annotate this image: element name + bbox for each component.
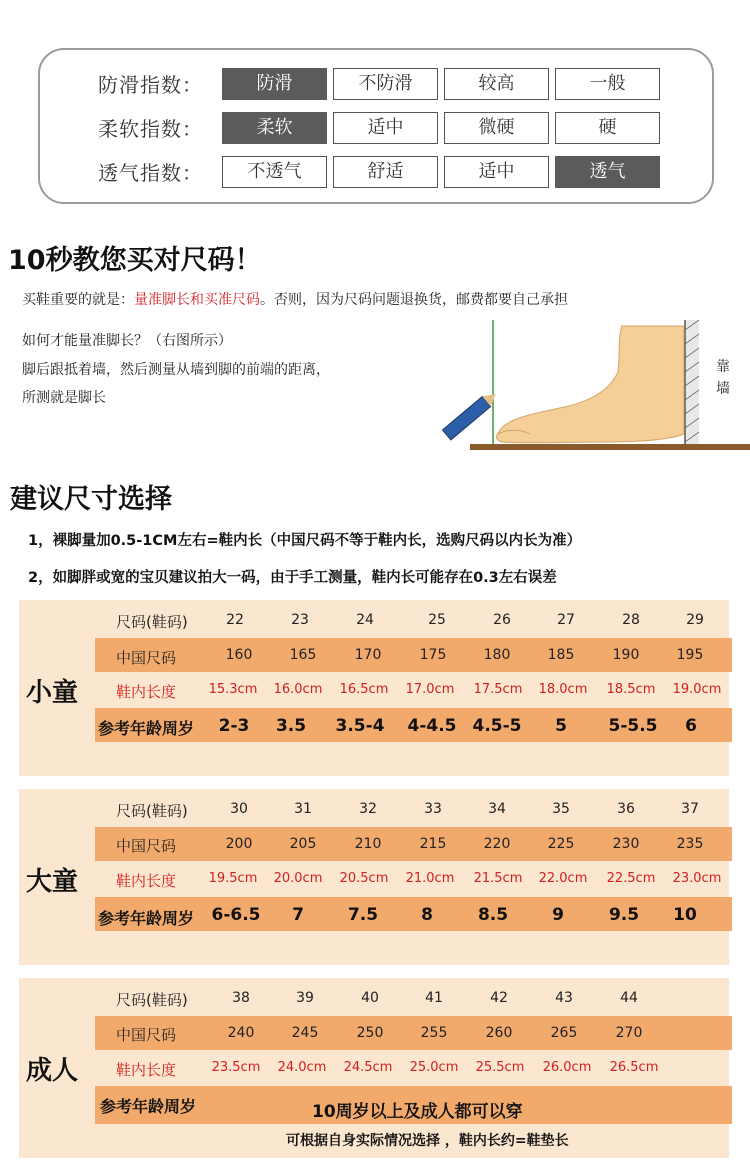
inner-length-cell: 24.5cm xyxy=(343,1060,393,1075)
inner-length-cell: 16.0cm xyxy=(273,682,323,697)
wall-label: 靠 墙 xyxy=(716,359,730,397)
shoe-size-cell: 30 xyxy=(230,801,248,817)
cn-size-cell: 210 xyxy=(354,836,382,852)
shoe-size-cell: 26 xyxy=(493,612,511,628)
shoe-size-cell: 32 xyxy=(359,801,377,817)
inner-length-cell: 20.5cm xyxy=(339,871,389,886)
index-option[interactable]: 微硬 xyxy=(444,112,549,144)
inner-length-cell: 26.5cm xyxy=(609,1060,659,1075)
age-cell: 6-6.5 xyxy=(211,905,261,925)
pen xyxy=(443,389,500,440)
index-option[interactable]: 舒适 xyxy=(333,156,438,188)
intro-suffix: 。否则，因为尺码问题退换货，邮费都要自己承担 xyxy=(260,292,568,308)
index-option[interactable]: 柔软 xyxy=(222,112,327,144)
cn-size-cell: 220 xyxy=(483,836,511,852)
cn-size-cell: 165 xyxy=(289,647,317,663)
age-cell: 8.5 xyxy=(477,905,509,925)
shoe-size-cell: 31 xyxy=(294,801,312,817)
inner-length-cell: 23.0cm xyxy=(672,871,722,886)
inner-length-cell: 18.0cm xyxy=(538,682,588,697)
index-label: 柔软指数： xyxy=(98,117,203,141)
age-cell: 6 xyxy=(685,716,697,736)
inner-length-cell: 24.0cm xyxy=(277,1060,327,1075)
row-label-cn-size: 中国尺码 xyxy=(116,837,177,855)
age-cell: 5 xyxy=(555,716,567,736)
shoe-size-cell: 28 xyxy=(622,612,640,628)
foot-shape xyxy=(496,326,684,443)
howto-title: 如何才能量准脚长？（右图所示） xyxy=(22,333,232,349)
cn-size-cell: 230 xyxy=(612,836,640,852)
row-label-inner-length: 鞋内长度 xyxy=(116,1061,177,1079)
group-label: 大童 xyxy=(26,867,79,897)
index-option[interactable]: 防滑 xyxy=(222,68,327,100)
foot-measure-illustration xyxy=(440,316,750,466)
inner-length-cell: 22.5cm xyxy=(606,871,656,886)
row-label-age: 参考年龄周岁 xyxy=(98,909,195,928)
inner-length-cell: 26.0cm xyxy=(542,1060,592,1075)
cn-size-cell: 200 xyxy=(225,836,253,852)
cn-size-cell: 160 xyxy=(225,647,253,663)
shoe-size-cell: 36 xyxy=(617,801,635,817)
shoe-size-cell: 35 xyxy=(552,801,570,817)
cn-size-cell: 215 xyxy=(419,836,447,852)
shoe-size-cell: 38 xyxy=(232,990,250,1006)
shoe-size-cell: 23 xyxy=(291,612,309,628)
inner-length-cell: 19.5cm xyxy=(208,871,258,886)
row-label-cn-size: 中国尺码 xyxy=(116,1026,177,1044)
advice-title: 建议尺寸选择 xyxy=(10,484,172,515)
floor xyxy=(470,444,750,450)
shoe-size-cell: 44 xyxy=(620,990,638,1006)
shoe-size-cell: 42 xyxy=(490,990,508,1006)
row-label-cn-size: 中国尺码 xyxy=(116,649,177,667)
shoe-size-cell: 43 xyxy=(555,990,573,1006)
cn-size-cell: 180 xyxy=(483,647,511,663)
inner-length-cell: 19.0cm xyxy=(672,682,722,697)
inner-length-cell: 23.5cm xyxy=(211,1060,261,1075)
index-option[interactable]: 硬 xyxy=(555,112,660,144)
row-label-age: 参考年龄周岁 xyxy=(100,1097,197,1116)
age-cell: 2-3 xyxy=(218,716,250,736)
cn-size-cell: 250 xyxy=(356,1025,384,1041)
shoe-size-cell: 25 xyxy=(428,612,446,628)
age-cell: 10 xyxy=(673,905,697,925)
inner-length-cell: 17.5cm xyxy=(473,682,523,697)
age-cell: 5-5.5 xyxy=(608,716,658,736)
product-index-panel xyxy=(38,48,714,204)
inner-length-cell: 15.3cm xyxy=(208,682,258,697)
shoe-size-cell: 41 xyxy=(425,990,443,1006)
age-cell: 9 xyxy=(552,905,564,925)
row-label-shoe-size: 尺码(鞋码) xyxy=(116,991,188,1009)
group-label: 成人 xyxy=(26,1056,79,1086)
age-cell: 8 xyxy=(421,905,433,925)
size-note: 可根据自身实际情况选择 ，鞋内长约=鞋垫长 xyxy=(286,1133,569,1149)
age-cell: 4-4.5 xyxy=(407,716,457,736)
age-cell: 7 xyxy=(292,905,304,925)
group-label: 小童 xyxy=(26,678,79,708)
shoe-size-cell: 27 xyxy=(557,612,575,628)
inner-length-cell: 22.0cm xyxy=(538,871,588,886)
index-row-antislip xyxy=(40,68,712,102)
row-label-inner-length: 鞋内长度 xyxy=(116,683,177,701)
row-label-shoe-size: 尺码(鞋码) xyxy=(116,613,188,631)
index-option[interactable]: 适中 xyxy=(444,156,549,188)
cn-size-cell: 195 xyxy=(676,647,704,663)
row-label-inner-length: 鞋内长度 xyxy=(116,872,177,890)
shoe-size-cell: 37 xyxy=(681,801,699,817)
row-label-shoe-size: 尺码(鞋码) xyxy=(116,802,188,820)
measure-intro xyxy=(22,289,568,309)
cn-size-cell: 240 xyxy=(227,1025,255,1041)
inner-length-cell: 21.0cm xyxy=(405,871,455,886)
age-cell: 4.5-5 xyxy=(472,716,522,736)
intro-prefix: 买鞋重要的就是： xyxy=(22,292,134,308)
howto-step-2: 所测就是脚长 xyxy=(22,390,106,406)
age-cell: 9.5 xyxy=(608,905,640,925)
inner-length-cell: 25.5cm xyxy=(475,1060,525,1075)
cn-size-cell: 170 xyxy=(354,647,382,663)
cn-size-cell: 270 xyxy=(615,1025,643,1041)
inner-length-cell: 16.5cm xyxy=(339,682,389,697)
cn-size-cell: 245 xyxy=(291,1025,319,1041)
cn-size-cell: 175 xyxy=(419,647,447,663)
shoe-size-cell: 40 xyxy=(361,990,379,1006)
index-label: 透气指数： xyxy=(98,161,203,185)
inner-length-cell: 21.5cm xyxy=(473,871,523,886)
age-cell: 3.5 xyxy=(275,716,307,736)
inner-length-cell: 17.0cm xyxy=(405,682,455,697)
howto-step-1: 脚后跟抵着墙，然后测量从墙到脚的前端的距离， xyxy=(22,362,330,378)
shoe-size-cell: 34 xyxy=(488,801,506,817)
cn-size-cell: 265 xyxy=(550,1025,578,1041)
age-cell: 7.5 xyxy=(347,905,379,925)
shoe-size-cell: 29 xyxy=(686,612,704,628)
cn-size-cell: 185 xyxy=(547,647,575,663)
adult-age-span: 10周岁以上及成人都可以穿 xyxy=(312,1102,523,1122)
index-row-softness xyxy=(40,112,712,146)
index-option[interactable]: 较高 xyxy=(444,68,549,100)
shoe-size-cell: 24 xyxy=(356,612,374,628)
intro-highlight: 量准脚长和买准尺码 xyxy=(134,292,260,308)
index-option[interactable]: 适中 xyxy=(333,112,438,144)
shoe-size-cell: 33 xyxy=(424,801,442,817)
inner-length-cell: 20.0cm xyxy=(273,871,323,886)
inner-length-cell: 18.5cm xyxy=(606,682,656,697)
row-label-age: 参考年龄周岁 xyxy=(98,719,195,738)
index-option[interactable]: 不防滑 xyxy=(333,68,438,100)
inner-length-cell: 25.0cm xyxy=(409,1060,459,1075)
index-option[interactable]: 一般 xyxy=(555,68,660,100)
cn-size-cell: 205 xyxy=(289,836,317,852)
advice-tip-2: 2，如脚胖或宽的宝贝建议拍大一码，由于手工测量，鞋内长可能存在0.3左右误差 xyxy=(28,570,557,586)
cn-size-cell: 260 xyxy=(485,1025,513,1041)
age-cell: 3.5-4 xyxy=(335,716,385,736)
index-option[interactable]: 透气 xyxy=(555,156,660,188)
advice-tip-1: 1，裸脚量加0.5-1CM左右=鞋内长（中国尺码不等于鞋内长，选购尺码以内长为准） xyxy=(28,533,582,549)
cn-size-cell: 235 xyxy=(676,836,704,852)
cn-size-cell: 255 xyxy=(420,1025,448,1041)
index-row-breathability xyxy=(40,156,712,190)
index-label: 防滑指数： xyxy=(98,73,203,97)
cn-size-cell: 190 xyxy=(612,647,640,663)
shoe-size-cell: 22 xyxy=(226,612,244,628)
shoe-size-cell: 39 xyxy=(296,990,314,1006)
measure-title: 10秒教您买对尺码！ xyxy=(8,245,262,276)
cn-size-cell: 225 xyxy=(547,836,575,852)
index-option[interactable]: 不透气 xyxy=(222,156,327,188)
